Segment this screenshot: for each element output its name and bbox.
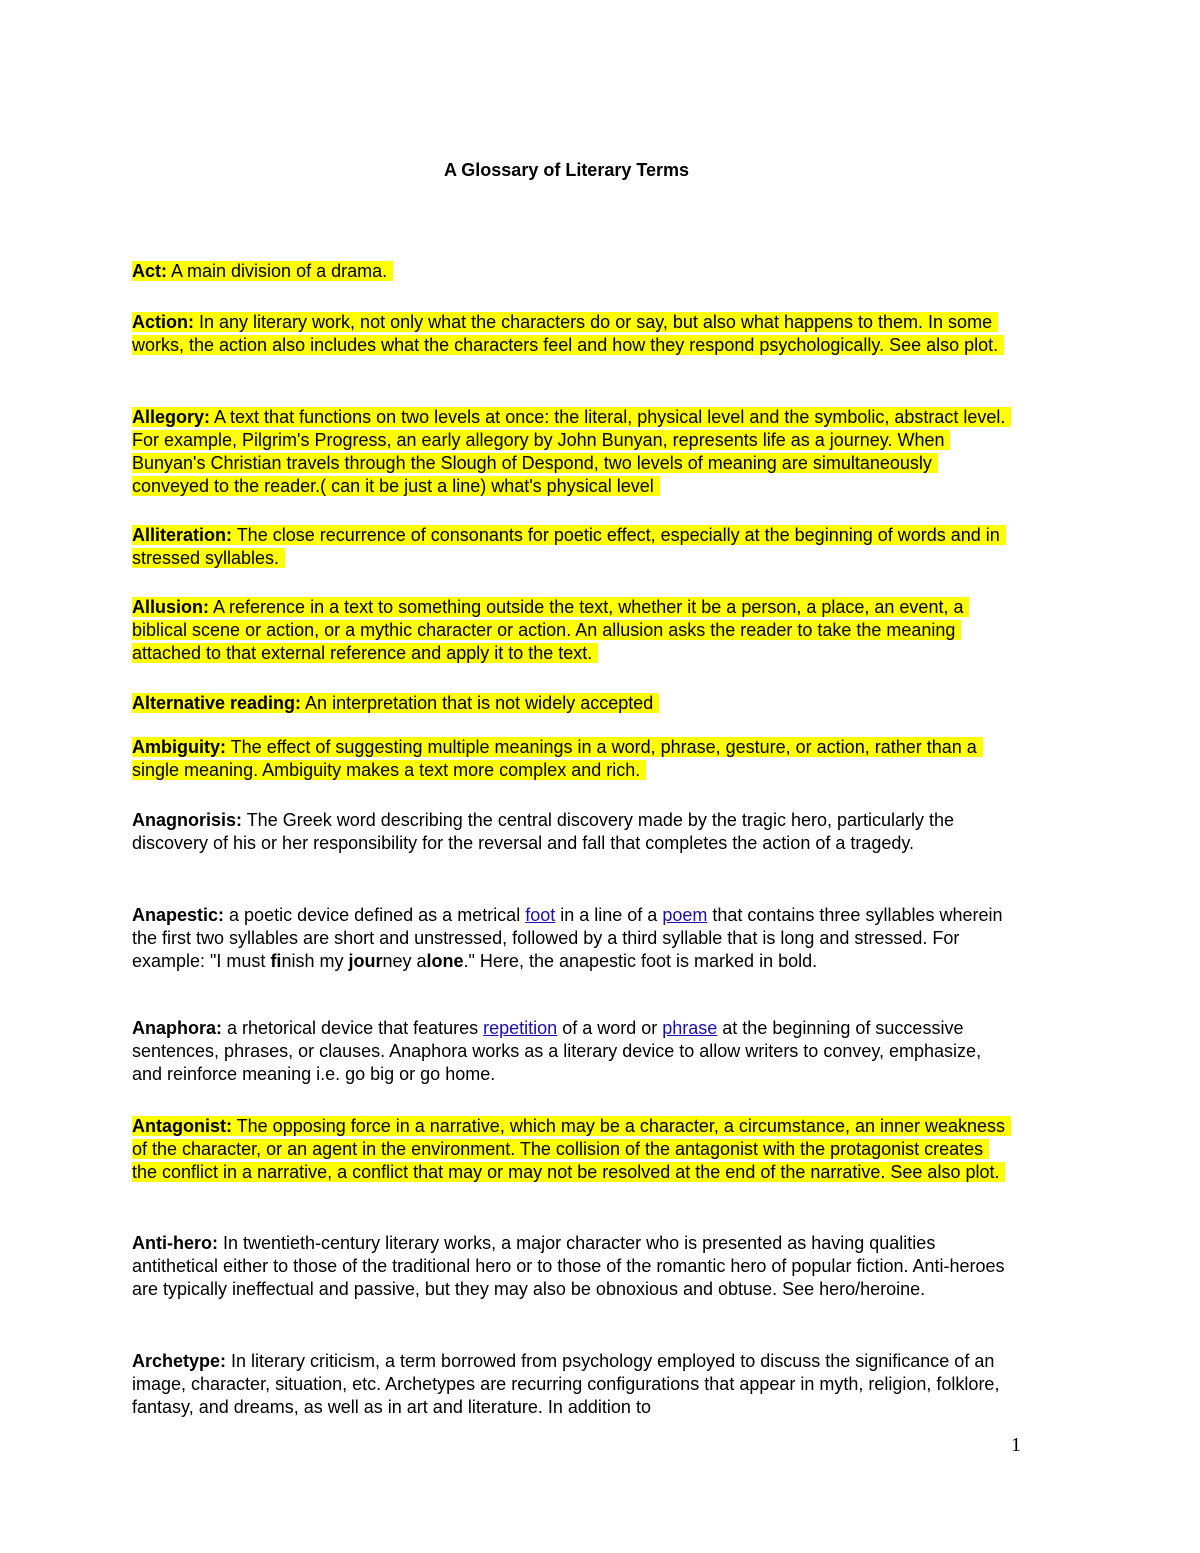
highlight [132, 597, 969, 663]
highlight [132, 407, 1011, 496]
stressed-syllable: lone [426, 951, 464, 971]
term-definition: ney a [382, 951, 427, 971]
term-label: Archetype: [132, 1351, 227, 1371]
poem-link[interactable]: poem [662, 905, 708, 925]
stressed-syllable: fi [270, 951, 282, 971]
term-definition: The close recurrence of consonants for poetic effect, especially at the beginning of words and in stressed syllables. [132, 525, 1000, 568]
entry-ambiguity [132, 736, 1012, 782]
term-definition: In literary criticism, a term borrowed from psychology employed to discuss the significance of an image, character, situation, etc. Archetypes are recurring configurations that appear in myth, religion, folklore, fantasy, and dreams, as well as in art and literature. In addition to [132, 1351, 1000, 1417]
term-label: Allegory: [132, 407, 211, 427]
term-definition: The opposing force in a narrative, which may be a character, a circumstance, an inner weakness of the character, or an agent in the environment. The collision of the antagonist with the protagonist creates the conflict in a narrative, a conflict that may or may not be resolved at the end of the narrative. See also plot. [132, 1116, 1006, 1182]
term-definition: A text that functions on two levels at once: the literal, physical level and the symbolic, abstract level. For example, Pilgrim's Progress, an early allegory by John Bunyan, represents life as a journey. When Bunyan's Christian travels through the Slough of Despond, two levels of meaning are simultaneously conveyed to the reader.( can it be just a line) what's physical level [132, 407, 1006, 496]
term-definition: A main division of a drama. [167, 261, 388, 281]
term-definition: In any literary work, not only what the characters do or say, but also what happens to them. In some works, the action also includes what the characters feel and how they respond psychologically. See also plot. [132, 312, 999, 355]
term-label: Act: [132, 261, 167, 281]
term-label: Antagonist: [132, 1116, 232, 1136]
term-definition: that contains three syllables wherein the first two syllables are short and unstressed, followed by a third syllable that is long and stressed. For example: "I must [132, 905, 1003, 971]
term-definition: ." Here, the anapestic foot is marked in bold. [463, 951, 818, 971]
phrase-link[interactable]: phrase [662, 1018, 718, 1038]
term-definition: A reference in a text to something outside the text, whether it be a person, a place, an event, a biblical scene or action, or a mythic character or action. An allusion asks the reader to take the meaning attached to that external reference and apply it to the text. [132, 597, 964, 663]
repetition-link[interactable]: repetition [483, 1018, 558, 1038]
highlight [132, 312, 1004, 355]
entry-anagnorisis [132, 809, 1012, 855]
term-definition: a poetic device defined as a metrical [224, 905, 526, 925]
term-definition: in a line of a [555, 905, 663, 925]
page-number: 1 [1011, 1434, 1021, 1456]
entry-action [132, 311, 1012, 357]
term-definition: In twentieth-century literary works, a major character who is presented as having qualities antithetical either to those of the traditional hero or to those of the romantic hero of popular fiction. Anti-heroes are typically ineffectual and passive, but they may also be obnoxious and obtuse. See hero/heroine. [132, 1233, 1005, 1299]
term-definition: The Greek word describing the central discovery made by the tragic hero, particularly the discovery of his or her responsibility for the reversal and fall that completes the action of a tragedy. [132, 810, 955, 853]
highlight [132, 693, 659, 713]
entry-allegory [132, 406, 1012, 498]
term-label: Ambiguity: [132, 737, 226, 757]
entry-alliteration [132, 524, 1012, 570]
term-definition: a rhetorical device that features [222, 1018, 484, 1038]
term-label: Anti-hero: [132, 1233, 218, 1253]
term-definition: nish my [281, 951, 349, 971]
entry-allusion [132, 596, 1012, 665]
highlight [132, 1116, 1011, 1182]
term-definition: of a word or [557, 1018, 663, 1038]
term-label: Alliteration: [132, 525, 233, 545]
document-title: A Glossary of Literary Terms [443, 160, 690, 180]
highlight [132, 737, 983, 780]
term-definition: The effect of suggesting multiple meanings in a word, phrase, gesture, or action, rather than a single meaning. Ambiguity makes a text more complex and rich. [132, 737, 977, 780]
entry-antagonist [132, 1115, 1012, 1184]
foot-link[interactable]: foot [525, 905, 556, 925]
term-label: Anaphora: [132, 1018, 222, 1038]
term-label: Action: [132, 312, 194, 332]
entry-archetype [132, 1350, 1012, 1419]
stressed-syllable: jour [348, 951, 383, 971]
term-label: Alternative reading: [132, 693, 302, 713]
entry-act [132, 260, 1012, 283]
entry-anapestic [132, 904, 1012, 973]
term-definition: An interpretation that is not widely accepted [301, 693, 654, 713]
term-definition: at the beginning of successive sentences, phrases, or clauses. Anaphora works as a literary device to allow writers to convey, emphasize, and reinforce meaning i.e. go big or go home. [132, 1018, 982, 1084]
entry-anti-hero [132, 1232, 1012, 1301]
term-label: Anagnorisis: [132, 810, 243, 830]
term-label: Anapestic: [132, 905, 225, 925]
entry-alternative-reading [132, 692, 1012, 715]
highlight [132, 525, 1006, 568]
entry-anaphora [132, 1017, 1012, 1086]
highlight [132, 261, 393, 281]
term-label: Allusion: [132, 597, 209, 617]
